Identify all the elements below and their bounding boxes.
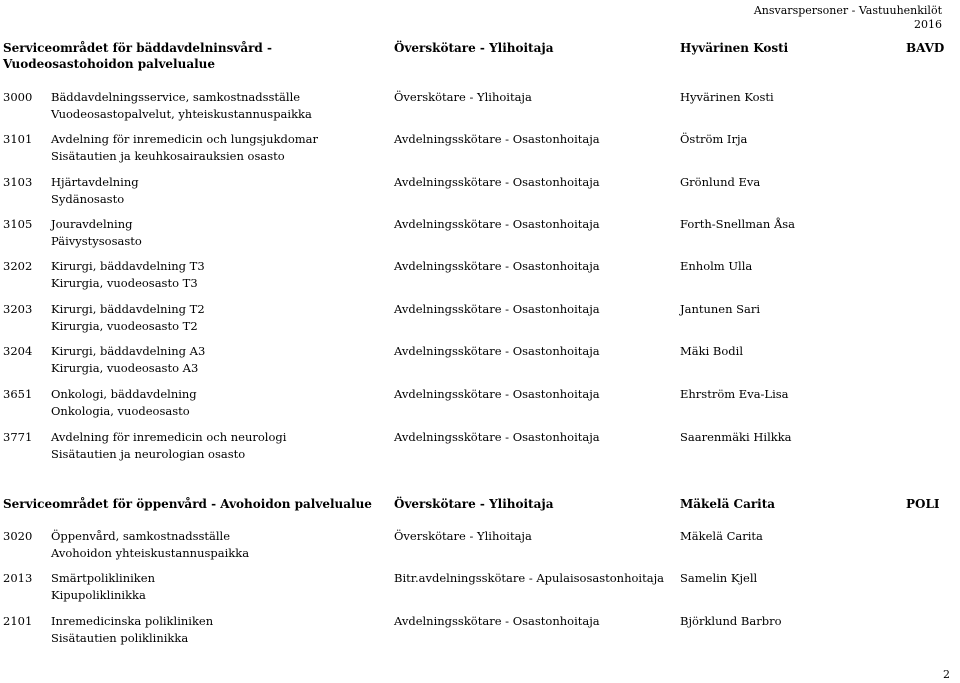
document-title: Ansvarspersoner - Vastuuhenkilöt [753, 4, 942, 17]
responsible-person: Mäkelä Carita [680, 529, 763, 543]
section-title: Överskötare - Ylihoitaja [394, 41, 554, 55]
unit-name-fi: Sydänosasto [51, 192, 125, 206]
responsible-person: Forth-Snellman Åsa [680, 217, 796, 231]
unit-name-sv: Kirurgi, bäddavdelning T3 [51, 259, 205, 273]
unit-name-fi: Kirurgia, vuodeosasto A3 [51, 361, 199, 375]
unit-code: 3203 [3, 302, 33, 316]
unit-name [51, 570, 381, 604]
unit-name [51, 528, 381, 562]
responsible-person: Samelin Kjell [680, 571, 758, 585]
unit-code: 3020 [3, 529, 33, 543]
responsible-person: Ehrström Eva-Lisa [680, 387, 789, 401]
unit-name-fi: Avohoidon yhteiskustannuspaikka [51, 546, 250, 560]
responsible-person: Jantunen Sari [680, 302, 761, 316]
unit-name-sv: Onkologi, bäddavdelning [51, 387, 197, 401]
unit-code: 3771 [3, 430, 33, 444]
responsible-person: Mäki Bodil [680, 344, 744, 358]
responsible-person: Hyvärinen Kosti [680, 90, 774, 104]
section-name-line1: Serviceområdet för bäddavdelninsvård - [3, 41, 272, 55]
page-number: 2 [943, 668, 950, 681]
responsible-title: Avdelningsskötare - Osastonhoitaja [394, 132, 600, 146]
responsible-title: Överskötare - Ylihoitaja [394, 90, 532, 104]
responsible-title: Avdelningsskötare - Osastonhoitaja [394, 387, 600, 401]
responsible-person: Björklund Barbro [680, 614, 782, 628]
unit-name-fi: Kirurgia, vuodeosasto T2 [51, 319, 198, 333]
section-name [3, 40, 383, 72]
unit-name [51, 343, 381, 377]
responsible-title: Avdelningsskötare - Osastonhoitaja [394, 614, 600, 628]
responsible-title: Avdelningsskötare - Osastonhoitaja [394, 344, 600, 358]
document-year: 2016 [914, 18, 942, 31]
section-code: POLI [906, 497, 940, 511]
responsible-title: Bitr.avdelningsskötare - Apulaisosastonhoitaja [394, 571, 664, 585]
unit-code: 2013 [3, 571, 33, 585]
unit-name [51, 613, 381, 647]
unit-name [51, 89, 381, 123]
responsible-title: Avdelningsskötare - Osastonhoitaja [394, 430, 600, 444]
unit-code: 2101 [3, 614, 33, 628]
section-name-line1: Serviceområdet för öppenvård - Avohoidon palvelualue [3, 497, 372, 511]
responsible-person: Enholm Ulla [680, 259, 753, 273]
unit-name-sv: Jouravdelning [51, 217, 133, 231]
responsible-title: Avdelningsskötare - Osastonhoitaja [394, 259, 600, 273]
unit-name-sv: Inremedicinska polikliniken [51, 614, 214, 628]
unit-name [51, 301, 381, 335]
unit-name-sv: Hjärtavdelning [51, 175, 139, 189]
section-name-line2: Vuodeosastohoidon palvelualue [3, 57, 216, 71]
section-code: BAVD [906, 41, 945, 55]
unit-name-fi: Päivystysosasto [51, 234, 142, 248]
unit-name [51, 258, 381, 292]
unit-name [51, 429, 381, 463]
responsible-person: Grönlund Eva [680, 175, 761, 189]
unit-name-sv: Avdelning för inremedicin och neurologi [51, 430, 287, 444]
responsible-person: Saarenmäki Hilkka [680, 430, 792, 444]
unit-name [51, 216, 381, 250]
unit-code: 3651 [3, 387, 33, 401]
unit-name-sv: Smärtpolikliniken [51, 571, 155, 585]
unit-code: 3202 [3, 259, 33, 273]
responsible-person: Öström Irja [680, 132, 748, 146]
unit-name-sv: Avdelning för inremedicin och lungsjukdomar [51, 132, 319, 146]
unit-code: 3101 [3, 132, 33, 146]
unit-name-sv: Öppenvård, samkostnadsställe [51, 529, 231, 543]
section-person: Mäkelä Carita [680, 497, 776, 511]
unit-code: 3000 [3, 90, 33, 104]
unit-name-fi: Sisätautien poliklinikka [51, 631, 189, 645]
unit-name [51, 386, 381, 420]
unit-name-fi: Sisätautien ja keuhkosairauksien osasto [51, 149, 285, 163]
unit-code: 3204 [3, 344, 33, 358]
responsible-title: Avdelningsskötare - Osastonhoitaja [394, 175, 600, 189]
section-person: Hyvärinen Kosti [680, 41, 789, 55]
unit-code: 3105 [3, 217, 33, 231]
unit-name-sv: Bäddavdelningsservice, samkostnadsställe [51, 90, 301, 104]
responsible-title: Överskötare - Ylihoitaja [394, 529, 532, 543]
unit-name-fi: Onkologia, vuodeosasto [51, 404, 190, 418]
document-header [754, 4, 942, 32]
section-title: Överskötare - Ylihoitaja [394, 497, 554, 511]
unit-name-fi: Vuodeosastopalvelut, yhteiskustannuspaikka [51, 107, 312, 121]
unit-name-sv: Kirurgi, bäddavdelning T2 [51, 302, 205, 316]
unit-name-fi: Sisätautien ja neurologian osasto [51, 447, 246, 461]
responsible-title: Avdelningsskötare - Osastonhoitaja [394, 302, 600, 316]
unit-name-fi: Kipupoliklinikka [51, 588, 146, 602]
unit-code: 3103 [3, 175, 33, 189]
responsible-title: Avdelningsskötare - Osastonhoitaja [394, 217, 600, 231]
unit-name-sv: Kirurgi, bäddavdelning A3 [51, 344, 206, 358]
unit-name-fi: Kirurgia, vuodeosasto T3 [51, 276, 198, 290]
unit-name [51, 174, 381, 208]
section-name [3, 496, 393, 512]
unit-name [51, 131, 381, 165]
